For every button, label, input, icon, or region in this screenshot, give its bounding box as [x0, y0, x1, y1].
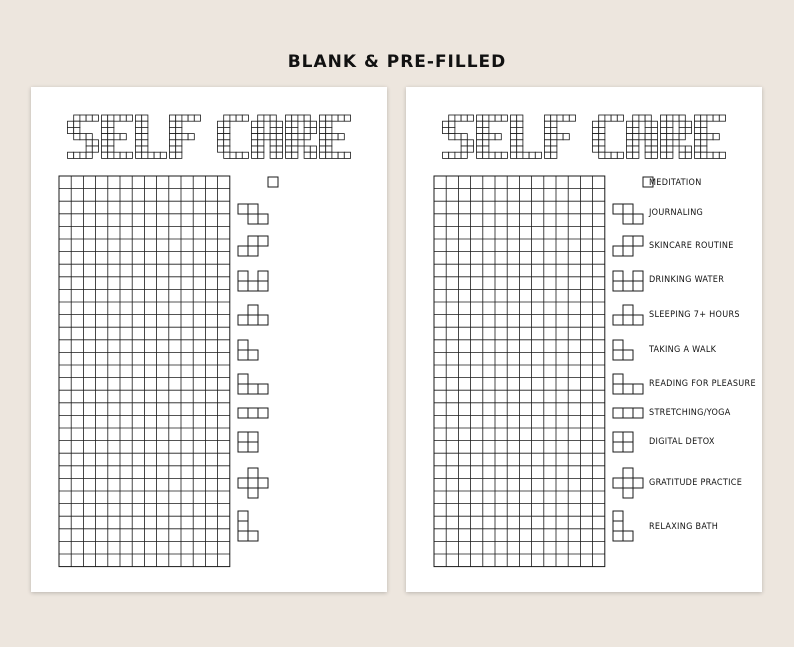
- legend-icons: [238, 177, 278, 541]
- o-tetromino-icon: [613, 432, 633, 452]
- habit-label: SKINCARE ROUTINE: [649, 241, 734, 251]
- o-tetromino-icon: [238, 432, 258, 452]
- t-tetromino-icon: [613, 305, 643, 325]
- banner-title: BLANK & PRE-FILLED: [287, 52, 507, 72]
- l-tetromino-icon: [238, 374, 268, 394]
- l-pentomino-icon: [613, 511, 633, 541]
- habit-tracker-grid: [31, 87, 387, 592]
- z-tetromino-icon: [613, 204, 643, 224]
- s-tetromino-icon: [613, 236, 643, 256]
- tracker-cells: [434, 176, 605, 567]
- single-block-icon: [268, 177, 278, 187]
- habit-label: MEDITATION: [649, 178, 702, 188]
- l-pentomino-icon: [238, 511, 258, 541]
- u-pentomino-icon: [238, 271, 268, 291]
- u-pentomino-icon: [613, 271, 643, 291]
- legend-icons: [613, 177, 653, 541]
- blank-tracker-page: [31, 87, 387, 592]
- habit-label: DIGITAL DETOX: [649, 437, 715, 447]
- prefilled-tracker-page: [406, 87, 762, 592]
- habit-label: STRETCHING/YOGA: [649, 408, 731, 418]
- i-tromino-icon: [613, 408, 643, 418]
- plus-pentomino-icon: [613, 468, 643, 498]
- z-tetromino-icon: [238, 204, 268, 224]
- tracker-cells: [59, 176, 230, 567]
- habit-label: RELAXING BATH: [649, 522, 719, 532]
- habit-label: READING FOR PLEASURE: [649, 379, 756, 389]
- plus-pentomino-icon: [238, 468, 268, 498]
- habit-label: JOURNALING: [649, 208, 704, 218]
- habit-tracker-grid: [406, 87, 762, 592]
- l-tetromino-icon: [613, 374, 643, 394]
- habit-label: SLEEPING 7+ HOURS: [649, 310, 740, 320]
- i-tromino-icon: [238, 408, 268, 418]
- s-tetromino-icon: [238, 236, 268, 256]
- t-tetromino-icon: [238, 305, 268, 325]
- l-tromino-icon: [613, 340, 633, 360]
- l-tromino-icon: [238, 340, 258, 360]
- habit-label: DRINKING WATER: [649, 275, 725, 285]
- habit-label: TAKING A WALK: [649, 345, 717, 355]
- habit-label: GRATITUDE PRACTICE: [649, 478, 743, 488]
